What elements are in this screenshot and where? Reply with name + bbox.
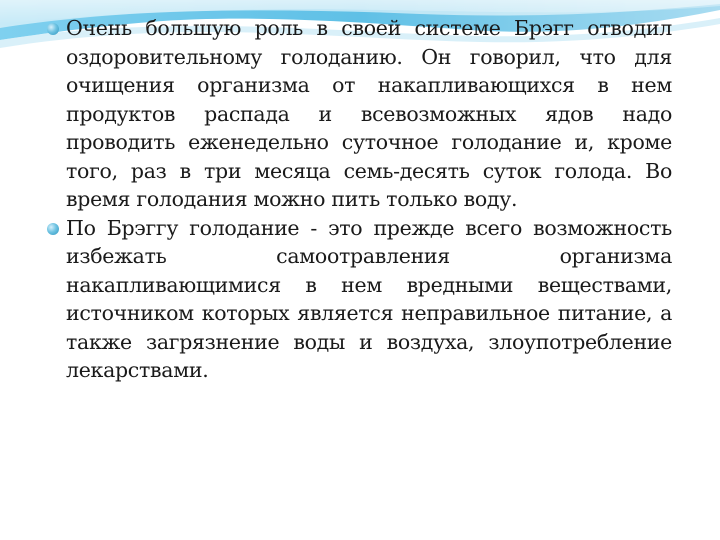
round-bullet-icon bbox=[47, 23, 59, 35]
bullet-item bbox=[46, 14, 672, 214]
slide-content bbox=[46, 14, 672, 385]
bullet-text: По Брэггу голодание - это прежде всего возможность избежать самоотравления организма накапливающимися в нем вредными веществами, источником которых является неправильное питание, а также загрязнение воды и воздуха, злоупотребление лекарствами. bbox=[66, 215, 672, 382]
bullet-item bbox=[46, 214, 672, 385]
round-bullet-icon bbox=[47, 223, 59, 235]
bullet-text: Очень большую роль в своей системе Брэгг отводил оздоровительному голоданию. Он говорил, что для очищения организма от накапливающихся в нем продуктов распада и всевозможных ядов надо проводить еженедельно суточное голодание и, кроме того, раз в три месяца семь-десять суток голода. Во время голодания можно пить только воду. bbox=[66, 16, 672, 211]
